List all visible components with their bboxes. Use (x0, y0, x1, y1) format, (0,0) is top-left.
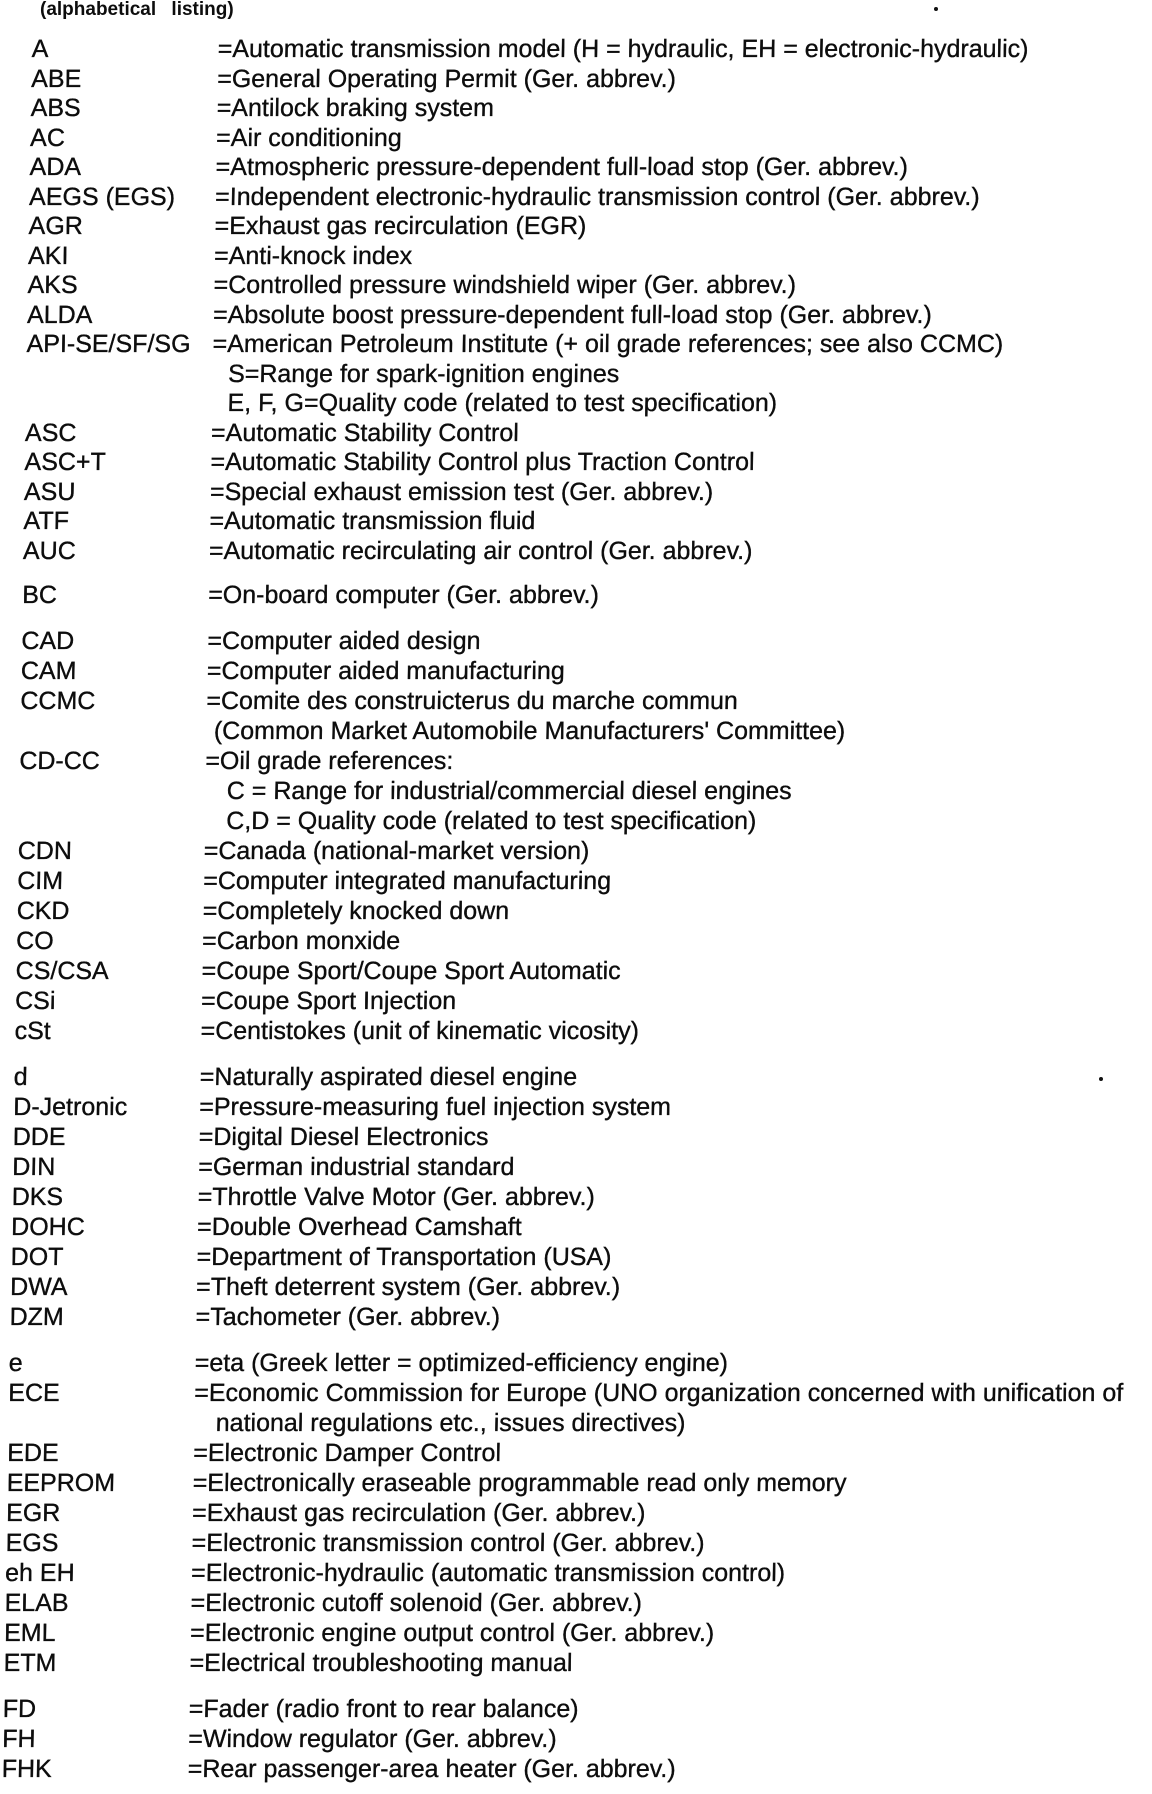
entry-asu (24, 478, 1135, 508)
definition: =Electronic-hydraulic (automatic transmission control) (190, 1559, 786, 1587)
definition: =Absolute boost pressure-dependent full-load stop (Ger. abbrev.) (212, 300, 933, 329)
definition: =Anti-knock index (213, 241, 413, 270)
entry-abs (30, 94, 1141, 124)
definition: =Computer aided manufacturing (206, 657, 566, 685)
entry-ckd (16, 896, 1127, 926)
entry-auc (23, 537, 1134, 567)
definition: =Naturally aspirated diesel engine (199, 1063, 578, 1091)
group-b (22, 580, 1133, 610)
entry-csi (15, 986, 1126, 1016)
entry-egr (6, 1498, 1117, 1528)
entry-asc-t (24, 448, 1135, 478)
entry-etm (3, 1648, 1114, 1678)
definition: =Electronic transmission control (Ger. abbrev.) (191, 1529, 705, 1557)
abbreviation: FH (2, 1725, 36, 1753)
abbreviation: DOT (10, 1243, 64, 1271)
entry-atf (23, 507, 1134, 537)
abbreviation: CDN (17, 837, 73, 865)
entry-asc (25, 419, 1136, 449)
abbreviation: CSi (14, 987, 56, 1015)
definition-continuation: S=Range for spark-ignition engines (227, 359, 620, 388)
definition: =Rear passenger-area heater (Ger. abbrev.) (187, 1755, 676, 1783)
definition: =Exhaust gas recirculation (EGR) (214, 212, 587, 240)
definition: =Automatic Stability Control (210, 418, 520, 447)
definition: =Atmospheric pressure-dependent full-load stop (Ger. abbrev.) (215, 153, 909, 181)
entry-dks (11, 1182, 1122, 1212)
definition-continuation: (Common Market Automobile Manufacturers' Committee) (213, 717, 846, 745)
abbreviation: CD-CC (19, 747, 101, 775)
entry-alda (27, 301, 1138, 331)
abbreviation: eh EH (4, 1559, 75, 1587)
definition-continuation: C = Range for industrial/commercial diesel engines (226, 777, 792, 805)
definition: =Fader (radio front to rear balance) (188, 1695, 579, 1723)
definition: =Throttle Valve Motor (Ger. abbrev.) (197, 1183, 596, 1211)
definition: =General Operating Permit (Ger. abbrev.) (216, 64, 677, 93)
definition: =Window regulator (Ger. abbrev.) (188, 1725, 557, 1753)
definition: =Tachometer (Ger. abbrev.) (195, 1303, 501, 1331)
definition: =Canada (national-market version) (203, 837, 590, 865)
entry-eh (5, 1558, 1116, 1588)
entry-dzm (9, 1302, 1120, 1332)
abbreviation: D-Jetronic (13, 1093, 128, 1121)
entry-a (31, 35, 1142, 65)
definition: =Oil grade references: (205, 747, 454, 775)
abbreviation: DIN (11, 1153, 56, 1181)
definition: =Coupe Sport Injection (200, 987, 457, 1015)
definition: =Carbon monxide (201, 927, 401, 955)
definition: =Antilock braking system (216, 94, 495, 122)
group-d (9, 1062, 1124, 1332)
definition: =Pressure-measuring fuel injection system (199, 1093, 672, 1121)
entry-fh (2, 1724, 1113, 1754)
group-c (14, 626, 1131, 1046)
entry-egs (5, 1528, 1116, 1558)
abbreviation: ATF (23, 507, 70, 535)
abbreviation: DDE (12, 1123, 66, 1151)
group-e (3, 1348, 1124, 1678)
definition: =Electronic Damper Control (193, 1439, 502, 1467)
abbreviation: CAM (20, 657, 77, 685)
definition: =Completely knocked down (202, 897, 510, 925)
entry-ada (29, 153, 1140, 183)
definition: =Exhaust gas recirculation (Ger. abbrev.) (191, 1499, 646, 1527)
abbreviation: BC (21, 581, 58, 609)
definition: =Electronically eraseable programmable read only memory (192, 1469, 847, 1497)
definition: =Automatic Stability Control plus Traction Control (210, 448, 755, 476)
definition: =Computer integrated manufacturing (202, 867, 612, 895)
definition: =Automatic transmission model (H = hydraulic, EH = electronic-hydraulic) (217, 35, 1029, 63)
abbreviation: ASC (24, 418, 77, 447)
abbreviation: AC (29, 123, 66, 152)
entry-dwa (10, 1272, 1121, 1302)
abbreviation: ABS (30, 94, 82, 122)
entry-cim (17, 866, 1128, 896)
definition: =American Petroleum Institute (+ oil grade references; see also CCMC) (212, 330, 1004, 358)
entry-din (12, 1152, 1123, 1182)
definition-continuation: national regulations etc., issues directives) (215, 1409, 686, 1437)
abbreviation: ASU (23, 477, 76, 506)
entry-aegs (29, 183, 1140, 213)
entry-d (14, 1062, 1125, 1092)
entry-cs-csa (15, 956, 1126, 986)
abbreviation: DZM (9, 1303, 65, 1331)
abbreviation: EEPROM (6, 1469, 116, 1497)
abbreviation: EDE (7, 1439, 59, 1467)
definition: =On-board computer (Ger. abbrev.) (207, 581, 600, 609)
definition: =Centistokes (unit of kinematic vicosity) (200, 1017, 640, 1045)
abbreviation: CO (15, 927, 54, 955)
entry-eml (4, 1618, 1115, 1648)
definition: =Automatic transmission fluid (209, 507, 536, 535)
abbreviation: EGS (5, 1529, 59, 1557)
abbreviation: d (13, 1063, 28, 1091)
entry-aki (28, 242, 1139, 272)
entry-bc (22, 580, 1133, 610)
entry-cad (21, 626, 1132, 656)
entry-elab (4, 1588, 1115, 1618)
definition: =Controlled pressure windshield wiper (Ger. abbrev.) (213, 271, 797, 299)
abbreviation: ADA (29, 153, 82, 181)
definition: =Electronic engine output control (Ger. abbrev.) (189, 1619, 715, 1647)
entry-cst (14, 1016, 1125, 1046)
definition: =Double Overhead Camshaft (196, 1213, 522, 1241)
abbreviation: A (31, 35, 49, 63)
entry-aks (27, 271, 1138, 301)
abbreviation: ELAB (4, 1589, 69, 1617)
definition: =Computer aided design (207, 627, 481, 655)
abbreviation: AEGS (EGS) (28, 182, 176, 211)
abbreviation: DKS (11, 1183, 64, 1211)
entry-cdn (17, 836, 1128, 866)
abbreviation: CIM (16, 867, 64, 895)
entry-dohc (11, 1212, 1122, 1242)
entry-api (26, 330, 1137, 360)
abbreviation: EML (3, 1619, 56, 1647)
definition: =Air conditioning (215, 123, 403, 152)
abbreviation: EGR (5, 1499, 61, 1527)
definition: =Automatic recirculating air control (Ger. abbrev.) (208, 536, 753, 565)
abbreviation: AUC (22, 536, 77, 565)
abbreviation: FHK (1, 1755, 52, 1783)
page-heading: (alphabetical listing) (40, 0, 234, 20)
entry-ac (30, 124, 1141, 154)
definition: =Comite des construicterus du marche commun (206, 687, 739, 715)
entry-d-jetronic (13, 1092, 1124, 1122)
abbreviation: CS/CSA (15, 957, 110, 985)
definition: =Economic Commission for Europe (UNO organization concerned with unification of (194, 1379, 1124, 1407)
abbreviation: AKS (27, 271, 78, 299)
abbreviation: ETM (3, 1649, 57, 1677)
abbreviation: FD (2, 1695, 37, 1723)
entry-co (16, 926, 1127, 956)
abbreviation: API-SE/SF/SG (26, 330, 191, 358)
definition: =eta (Greek letter = optimized-efficiency engine) (194, 1349, 729, 1377)
abbreviation: ABE (30, 64, 82, 93)
definition: =Digital Diesel Electronics (198, 1123, 489, 1151)
abbreviation: AGR (28, 212, 84, 240)
definition-continuation: C,D = Quality code (related to test specification) (226, 807, 757, 835)
definition: =Independent electronic-hydraulic transmission control (Ger. abbrev.) (214, 182, 980, 211)
entry-agr (28, 212, 1139, 242)
entry-eeprom (6, 1468, 1117, 1498)
abbreviation: CAD (21, 627, 75, 655)
entry-ccmc (20, 686, 1131, 716)
entry-ece (8, 1378, 1124, 1408)
abbreviation: ECE (8, 1379, 60, 1407)
abbreviation: CKD (16, 897, 70, 925)
definition: =Electronic cutoff solenoid (Ger. abbrev.) (190, 1589, 643, 1617)
definition: =German industrial standard (197, 1153, 515, 1181)
definition-continuation: E, F, G=Quality code (related to test specification) (227, 389, 778, 417)
abbreviation: DOHC (10, 1213, 86, 1241)
entry-cd-cc (19, 746, 1130, 776)
entry-e (9, 1348, 1120, 1378)
entry-ede (7, 1438, 1118, 1468)
abbreviation: ALDA (26, 300, 93, 329)
definition: =Coupe Sport/Coupe Sport Automatic (201, 957, 621, 985)
group-f (1, 1694, 1113, 1784)
definition: =Electrical troubleshooting manual (189, 1649, 573, 1677)
entry-fd (3, 1694, 1114, 1724)
abbreviation: CCMC (20, 687, 96, 715)
entry-cam (21, 656, 1132, 686)
entry-dde (13, 1122, 1124, 1152)
definition: =Department of Transportation (USA) (196, 1243, 612, 1271)
abbreviation: e (8, 1349, 23, 1377)
abbreviation: cSt (14, 1017, 51, 1045)
group-a (23, 35, 1142, 566)
abbreviation: DWA (9, 1273, 68, 1301)
entry-dot (10, 1242, 1121, 1272)
abbreviation-list (1, 35, 1142, 1784)
definition: =Theft deterrent system (Ger. abbrev.) (195, 1273, 621, 1301)
abbreviation: ASC+T (24, 448, 107, 476)
entry-abe (31, 65, 1142, 95)
abbreviation: AKI (27, 241, 69, 270)
entry-fhk (1, 1754, 1112, 1784)
definition: =Special exhaust emission test (Ger. abbrev.) (209, 477, 714, 506)
scan-speck (934, 7, 938, 11)
